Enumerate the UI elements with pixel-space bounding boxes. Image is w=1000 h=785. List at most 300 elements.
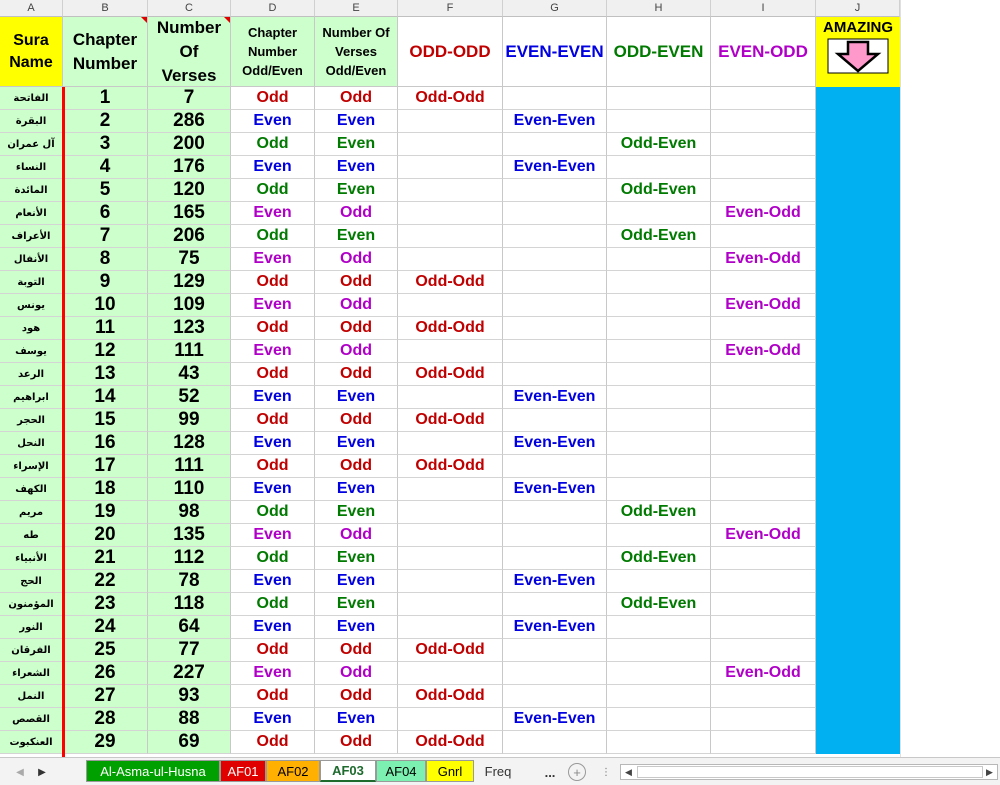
odd-odd-cell[interactable] (398, 593, 503, 616)
chapter-parity-cell[interactable]: Odd (231, 639, 315, 662)
sura-name-cell[interactable]: النحل (0, 432, 63, 455)
amazing-column-cell[interactable] (816, 363, 900, 386)
odd-even-cell[interactable] (607, 271, 711, 294)
header-chapter-odd-even[interactable] (231, 17, 315, 87)
amazing-column-cell[interactable] (816, 593, 900, 616)
column-header-i[interactable]: I (711, 0, 816, 17)
odd-odd-cell[interactable] (398, 524, 503, 547)
verses-count-cell[interactable]: 110 (148, 478, 231, 501)
odd-even-cell[interactable] (607, 363, 711, 386)
verses-count-cell[interactable]: 227 (148, 662, 231, 685)
even-even-cell[interactable] (503, 455, 607, 478)
chapter-parity-cell[interactable]: Odd (231, 179, 315, 202)
verses-parity-cell[interactable]: Odd (315, 317, 398, 340)
chapter-parity-cell[interactable]: Odd (231, 409, 315, 432)
odd-odd-cell[interactable] (398, 156, 503, 179)
verses-count-cell[interactable]: 135 (148, 524, 231, 547)
amazing-column-cell[interactable] (816, 110, 900, 133)
amazing-column-cell[interactable] (816, 202, 900, 225)
even-even-cell[interactable] (503, 340, 607, 363)
verses-count-cell[interactable]: 118 (148, 593, 231, 616)
sura-name-cell[interactable]: الفاتحة (0, 87, 63, 110)
sheet-tab-al-asma-ul-husna[interactable]: Al-Asma-ul-Husna (86, 760, 220, 782)
odd-odd-cell[interactable] (398, 202, 503, 225)
prev-sheet-button[interactable]: ◀ (16, 766, 24, 778)
chapter-parity-cell[interactable]: Even (231, 156, 315, 179)
sura-name-cell[interactable]: النور (0, 616, 63, 639)
verses-parity-cell[interactable]: Even (315, 179, 398, 202)
verses-parity-cell[interactable]: Odd (315, 639, 398, 662)
sheet-tab-af01[interactable]: AF01 (220, 760, 266, 782)
sura-name-cell[interactable]: المائدة (0, 179, 63, 202)
chapter-parity-cell[interactable]: Even (231, 570, 315, 593)
verses-parity-cell[interactable]: Odd (315, 455, 398, 478)
chapter-number-cell[interactable]: 12 (63, 340, 148, 363)
odd-even-cell[interactable]: Odd-Even (607, 547, 711, 570)
verses-count-cell[interactable]: 78 (148, 570, 231, 593)
even-even-cell[interactable] (503, 294, 607, 317)
comment-indicator[interactable] (224, 17, 230, 23)
sura-name-cell[interactable]: المؤمنون (0, 593, 63, 616)
chapter-parity-cell[interactable]: Even (231, 708, 315, 731)
amazing-column-cell[interactable] (816, 685, 900, 708)
sura-name-cell[interactable]: الإسراء (0, 455, 63, 478)
even-odd-cell[interactable] (711, 317, 816, 340)
verses-parity-cell[interactable]: Even (315, 616, 398, 639)
odd-even-cell[interactable]: Odd-Even (607, 593, 711, 616)
sheet-tab-freq[interactable]: Freq (474, 760, 522, 782)
odd-even-cell[interactable]: Odd-Even (607, 225, 711, 248)
sura-name-cell[interactable]: القصص (0, 708, 63, 731)
next-sheet-button[interactable]: ▶ (38, 766, 46, 778)
even-odd-cell[interactable] (711, 271, 816, 294)
chapter-parity-cell[interactable]: Even (231, 662, 315, 685)
chapter-parity-cell[interactable]: Even (231, 110, 315, 133)
odd-even-cell[interactable] (607, 294, 711, 317)
verses-parity-cell[interactable]: Odd (315, 524, 398, 547)
even-even-cell[interactable]: Even-Even (503, 110, 607, 133)
odd-even-cell[interactable]: Odd-Even (607, 133, 711, 156)
header-even-odd[interactable]: EVEN-ODD (711, 17, 816, 87)
odd-odd-cell[interactable] (398, 133, 503, 156)
chapter-parity-cell[interactable]: Odd (231, 501, 315, 524)
amazing-column-cell[interactable] (816, 386, 900, 409)
amazing-column-cell[interactable] (816, 662, 900, 685)
odd-odd-cell[interactable]: Odd-Odd (398, 363, 503, 386)
odd-odd-cell[interactable]: Odd-Odd (398, 409, 503, 432)
chapter-parity-cell[interactable]: Even (231, 432, 315, 455)
verses-count-cell[interactable]: 111 (148, 340, 231, 363)
sura-name-cell[interactable]: الأنبياء (0, 547, 63, 570)
verses-count-cell[interactable]: 7 (148, 87, 231, 110)
even-odd-cell[interactable] (711, 478, 816, 501)
chapter-parity-cell[interactable]: Even (231, 294, 315, 317)
column-header-j[interactable]: J (816, 0, 900, 17)
odd-even-cell[interactable] (607, 639, 711, 662)
verses-count-cell[interactable]: 98 (148, 501, 231, 524)
odd-odd-cell[interactable] (398, 294, 503, 317)
chapter-number-cell[interactable]: 27 (63, 685, 148, 708)
odd-odd-cell[interactable] (398, 547, 503, 570)
verses-parity-cell[interactable]: Even (315, 570, 398, 593)
odd-even-cell[interactable] (607, 317, 711, 340)
chapter-parity-cell[interactable]: Even (231, 616, 315, 639)
verses-count-cell[interactable]: 111 (148, 455, 231, 478)
even-odd-cell[interactable] (711, 731, 816, 754)
sura-name-cell[interactable]: يونس (0, 294, 63, 317)
verses-parity-cell[interactable]: Even (315, 110, 398, 133)
even-odd-cell[interactable]: Even-Odd (711, 662, 816, 685)
chapter-parity-cell[interactable]: Odd (231, 271, 315, 294)
chapter-number-cell[interactable]: 18 (63, 478, 148, 501)
verses-parity-cell[interactable]: Odd (315, 248, 398, 271)
odd-odd-cell[interactable] (398, 248, 503, 271)
chapter-number-cell[interactable]: 21 (63, 547, 148, 570)
odd-odd-cell[interactable]: Odd-Odd (398, 455, 503, 478)
verses-count-cell[interactable]: 200 (148, 133, 231, 156)
chapter-number-cell[interactable]: 11 (63, 317, 148, 340)
odd-even-cell[interactable] (607, 409, 711, 432)
amazing-column-cell[interactable] (816, 524, 900, 547)
sura-name-cell[interactable]: الكهف (0, 478, 63, 501)
column-header-h[interactable]: H (607, 0, 711, 17)
even-even-cell[interactable] (503, 593, 607, 616)
odd-even-cell[interactable] (607, 708, 711, 731)
verses-parity-cell[interactable]: Odd (315, 294, 398, 317)
empty-sheet-area[interactable] (900, 0, 1000, 757)
sheet-tab-af04[interactable]: AF04 (376, 760, 426, 782)
even-even-cell[interactable] (503, 87, 607, 110)
chapter-parity-cell[interactable]: Even (231, 248, 315, 271)
even-odd-cell[interactable] (711, 363, 816, 386)
even-odd-cell[interactable] (711, 432, 816, 455)
sura-name-cell[interactable]: الحج (0, 570, 63, 593)
verses-count-cell[interactable]: 77 (148, 639, 231, 662)
column-header-f[interactable]: F (398, 0, 503, 17)
verses-count-cell[interactable]: 69 (148, 731, 231, 754)
verses-count-cell[interactable]: 99 (148, 409, 231, 432)
chapter-parity-cell[interactable]: Odd (231, 363, 315, 386)
odd-odd-cell[interactable] (398, 478, 503, 501)
even-odd-cell[interactable] (711, 501, 816, 524)
scrollbar-thumb[interactable] (637, 766, 983, 778)
odd-even-cell[interactable] (607, 616, 711, 639)
even-even-cell[interactable] (503, 179, 607, 202)
chapter-number-cell[interactable]: 13 (63, 363, 148, 386)
odd-even-cell[interactable] (607, 110, 711, 133)
sheet-tab-gnrl[interactable]: Gnrl (426, 760, 474, 782)
verses-parity-cell[interactable]: Odd (315, 363, 398, 386)
odd-even-cell[interactable] (607, 685, 711, 708)
column-header-g[interactable]: G (503, 0, 607, 17)
sura-name-cell[interactable]: الشعراء (0, 662, 63, 685)
chapter-number-cell[interactable]: 20 (63, 524, 148, 547)
amazing-column-cell[interactable] (816, 501, 900, 524)
odd-odd-cell[interactable] (398, 662, 503, 685)
verses-count-cell[interactable]: 176 (148, 156, 231, 179)
verses-count-cell[interactable]: 165 (148, 202, 231, 225)
even-even-cell[interactable] (503, 202, 607, 225)
horizontal-scrollbar[interactable] (620, 764, 998, 780)
chapter-parity-cell[interactable]: Even (231, 478, 315, 501)
even-odd-cell[interactable] (711, 455, 816, 478)
odd-even-cell[interactable] (607, 662, 711, 685)
verses-parity-cell[interactable]: Even (315, 593, 398, 616)
sura-name-cell[interactable]: العنكبوت (0, 731, 63, 754)
comment-indicator[interactable] (141, 17, 147, 23)
header-chapter-number[interactable] (63, 17, 148, 87)
header-odd-odd[interactable]: ODD-ODD (398, 17, 503, 87)
odd-even-cell[interactable] (607, 248, 711, 271)
chapter-parity-cell[interactable]: Odd (231, 593, 315, 616)
scroll-left-button[interactable]: ◀ (625, 766, 632, 777)
verses-parity-cell[interactable]: Even (315, 156, 398, 179)
verses-count-cell[interactable]: 88 (148, 708, 231, 731)
verses-count-cell[interactable]: 120 (148, 179, 231, 202)
even-even-cell[interactable] (503, 524, 607, 547)
chapter-number-cell[interactable]: 6 (63, 202, 148, 225)
odd-even-cell[interactable] (607, 478, 711, 501)
even-odd-cell[interactable] (711, 110, 816, 133)
header-even-even[interactable]: EVEN-EVEN (503, 17, 607, 87)
even-odd-cell[interactable] (711, 593, 816, 616)
verses-parity-cell[interactable]: Odd (315, 731, 398, 754)
amazing-column-cell[interactable] (816, 271, 900, 294)
odd-odd-cell[interactable] (398, 708, 503, 731)
odd-even-cell[interactable] (607, 524, 711, 547)
even-even-cell[interactable]: Even-Even (503, 616, 607, 639)
odd-even-cell[interactable] (607, 156, 711, 179)
chapter-number-cell[interactable]: 19 (63, 501, 148, 524)
verses-count-cell[interactable]: 123 (148, 317, 231, 340)
verses-parity-cell[interactable]: Odd (315, 202, 398, 225)
chapter-number-cell[interactable]: 15 (63, 409, 148, 432)
amazing-column-cell[interactable] (816, 248, 900, 271)
column-header-d[interactable]: D (231, 0, 315, 17)
chapter-parity-cell[interactable]: Even (231, 386, 315, 409)
even-even-cell[interactable]: Even-Even (503, 708, 607, 731)
sura-name-cell[interactable]: الرعد (0, 363, 63, 386)
chapter-number-cell[interactable]: 24 (63, 616, 148, 639)
sura-name-cell[interactable]: يوسف (0, 340, 63, 363)
even-odd-cell[interactable] (711, 87, 816, 110)
chapter-number-cell[interactable]: 7 (63, 225, 148, 248)
verses-count-cell[interactable]: 52 (148, 386, 231, 409)
chapter-parity-cell[interactable]: Odd (231, 547, 315, 570)
column-header-b[interactable]: B (63, 0, 148, 17)
odd-even-cell[interactable] (607, 432, 711, 455)
sura-name-cell[interactable]: الأنفال (0, 248, 63, 271)
odd-odd-cell[interactable] (398, 570, 503, 593)
even-even-cell[interactable] (503, 685, 607, 708)
odd-odd-cell[interactable]: Odd-Odd (398, 731, 503, 754)
even-odd-cell[interactable] (711, 133, 816, 156)
chapter-number-cell[interactable]: 5 (63, 179, 148, 202)
verses-parity-cell[interactable]: Even (315, 386, 398, 409)
chapter-number-cell[interactable]: 3 (63, 133, 148, 156)
sura-name-cell[interactable]: هود (0, 317, 63, 340)
sura-name-cell[interactable]: البقرة (0, 110, 63, 133)
even-even-cell[interactable]: Even-Even (503, 386, 607, 409)
even-even-cell[interactable] (503, 547, 607, 570)
odd-odd-cell[interactable]: Odd-Odd (398, 639, 503, 662)
even-odd-cell[interactable]: Even-Odd (711, 294, 816, 317)
odd-odd-cell[interactable] (398, 225, 503, 248)
verses-count-cell[interactable]: 129 (148, 271, 231, 294)
sura-name-cell[interactable]: مريم (0, 501, 63, 524)
chapter-number-cell[interactable]: 25 (63, 639, 148, 662)
even-even-cell[interactable] (503, 317, 607, 340)
sura-name-cell[interactable]: ابراهيم (0, 386, 63, 409)
verses-count-cell[interactable]: 206 (148, 225, 231, 248)
column-header-c[interactable]: C (148, 0, 231, 17)
chapter-number-cell[interactable]: 26 (63, 662, 148, 685)
chapter-number-cell[interactable]: 2 (63, 110, 148, 133)
verses-parity-cell[interactable]: Even (315, 478, 398, 501)
even-even-cell[interactable]: Even-Even (503, 478, 607, 501)
even-odd-cell[interactable] (711, 547, 816, 570)
amazing-column-cell[interactable] (816, 455, 900, 478)
add-sheet-button[interactable]: + (568, 763, 586, 781)
amazing-column-cell[interactable] (816, 87, 900, 110)
verses-parity-cell[interactable]: Odd (315, 340, 398, 363)
even-odd-cell[interactable] (711, 616, 816, 639)
verses-count-cell[interactable]: 75 (148, 248, 231, 271)
odd-even-cell[interactable] (607, 386, 711, 409)
verses-count-cell[interactable]: 128 (148, 432, 231, 455)
even-even-cell[interactable] (503, 662, 607, 685)
sura-name-cell[interactable]: النمل (0, 685, 63, 708)
even-even-cell[interactable] (503, 731, 607, 754)
sura-name-cell[interactable]: آل عمران (0, 133, 63, 156)
even-odd-cell[interactable] (711, 570, 816, 593)
verses-parity-cell[interactable]: Even (315, 501, 398, 524)
sheet-tab-af03[interactable]: AF03 (320, 760, 376, 782)
chapter-number-cell[interactable]: 23 (63, 593, 148, 616)
verses-count-cell[interactable]: 43 (148, 363, 231, 386)
chapter-parity-cell[interactable]: Even (231, 524, 315, 547)
chapter-number-cell[interactable]: 17 (63, 455, 148, 478)
odd-odd-cell[interactable]: Odd-Odd (398, 317, 503, 340)
verses-parity-cell[interactable]: Odd (315, 685, 398, 708)
even-odd-cell[interactable] (711, 225, 816, 248)
odd-odd-cell[interactable] (398, 616, 503, 639)
amazing-column-cell[interactable] (816, 432, 900, 455)
chapter-parity-cell[interactable]: Odd (231, 317, 315, 340)
verses-parity-cell[interactable]: Odd (315, 271, 398, 294)
chapter-parity-cell[interactable]: Odd (231, 225, 315, 248)
odd-odd-cell[interactable] (398, 501, 503, 524)
odd-odd-cell[interactable] (398, 110, 503, 133)
chapter-parity-cell[interactable]: Odd (231, 455, 315, 478)
even-even-cell[interactable] (503, 248, 607, 271)
amazing-column-cell[interactable] (816, 478, 900, 501)
even-even-cell[interactable] (503, 271, 607, 294)
even-even-cell[interactable] (503, 133, 607, 156)
amazing-column-cell[interactable] (816, 731, 900, 754)
even-odd-cell[interactable]: Even-Odd (711, 524, 816, 547)
verses-count-cell[interactable]: 112 (148, 547, 231, 570)
verses-count-cell[interactable]: 93 (148, 685, 231, 708)
amazing-column-cell[interactable] (816, 179, 900, 202)
even-even-cell[interactable] (503, 501, 607, 524)
odd-odd-cell[interactable]: Odd-Odd (398, 271, 503, 294)
sura-name-cell[interactable]: الفرقان (0, 639, 63, 662)
verses-parity-cell[interactable]: Even (315, 547, 398, 570)
even-odd-cell[interactable] (711, 708, 816, 731)
header-amazing[interactable] (816, 17, 900, 87)
amazing-column-cell[interactable] (816, 409, 900, 432)
even-odd-cell[interactable]: Even-Odd (711, 248, 816, 271)
even-even-cell[interactable] (503, 639, 607, 662)
chapter-number-cell[interactable]: 28 (63, 708, 148, 731)
chapter-number-cell[interactable]: 14 (63, 386, 148, 409)
even-odd-cell[interactable] (711, 179, 816, 202)
odd-even-cell[interactable] (607, 570, 711, 593)
amazing-column-cell[interactable] (816, 156, 900, 179)
chapter-number-cell[interactable]: 1 (63, 87, 148, 110)
chapter-parity-cell[interactable]: Odd (231, 87, 315, 110)
header-sura-name[interactable] (0, 17, 63, 87)
odd-odd-cell[interactable] (398, 386, 503, 409)
scroll-right-button[interactable]: ▶ (986, 766, 993, 777)
chapter-number-cell[interactable]: 8 (63, 248, 148, 271)
even-even-cell[interactable]: Even-Even (503, 570, 607, 593)
verses-parity-cell[interactable]: Even (315, 225, 398, 248)
sura-name-cell[interactable]: الأعراف (0, 225, 63, 248)
amazing-column-cell[interactable] (816, 340, 900, 363)
odd-even-cell[interactable] (607, 455, 711, 478)
chapter-number-cell[interactable]: 9 (63, 271, 148, 294)
odd-odd-cell[interactable] (398, 179, 503, 202)
chapter-parity-cell[interactable]: Odd (231, 685, 315, 708)
verses-count-cell[interactable]: 109 (148, 294, 231, 317)
chapter-number-cell[interactable]: 29 (63, 731, 148, 754)
even-odd-cell[interactable]: Even-Odd (711, 202, 816, 225)
amazing-column-cell[interactable] (816, 708, 900, 731)
verses-parity-cell[interactable]: Odd (315, 87, 398, 110)
odd-even-cell[interactable]: Odd-Even (607, 179, 711, 202)
verses-parity-cell[interactable]: Even (315, 133, 398, 156)
more-tabs-button[interactable]: ... (544, 764, 556, 780)
even-even-cell[interactable] (503, 225, 607, 248)
amazing-column-cell[interactable] (816, 225, 900, 248)
amazing-column-cell[interactable] (816, 616, 900, 639)
verses-parity-cell[interactable]: Even (315, 708, 398, 731)
column-header-e[interactable]: E (315, 0, 398, 17)
even-even-cell[interactable]: Even-Even (503, 432, 607, 455)
chapter-parity-cell[interactable]: Even (231, 202, 315, 225)
sura-name-cell[interactable]: الأنعام (0, 202, 63, 225)
even-odd-cell[interactable]: Even-Odd (711, 340, 816, 363)
odd-odd-cell[interactable]: Odd-Odd (398, 685, 503, 708)
header-odd-even[interactable]: ODD-EVEN (607, 17, 711, 87)
even-odd-cell[interactable] (711, 386, 816, 409)
header-verses-odd-even[interactable] (315, 17, 398, 87)
odd-even-cell[interactable] (607, 731, 711, 754)
amazing-column-cell[interactable] (816, 317, 900, 340)
even-odd-cell[interactable] (711, 639, 816, 662)
odd-even-cell[interactable] (607, 340, 711, 363)
even-even-cell[interactable] (503, 363, 607, 386)
amazing-column-cell[interactable] (816, 547, 900, 570)
chapter-number-cell[interactable]: 4 (63, 156, 148, 179)
column-header-a[interactable]: A (0, 0, 63, 17)
sura-name-cell[interactable]: التوبة (0, 271, 63, 294)
chapter-number-cell[interactable]: 16 (63, 432, 148, 455)
odd-odd-cell[interactable] (398, 340, 503, 363)
verses-parity-cell[interactable]: Odd (315, 662, 398, 685)
